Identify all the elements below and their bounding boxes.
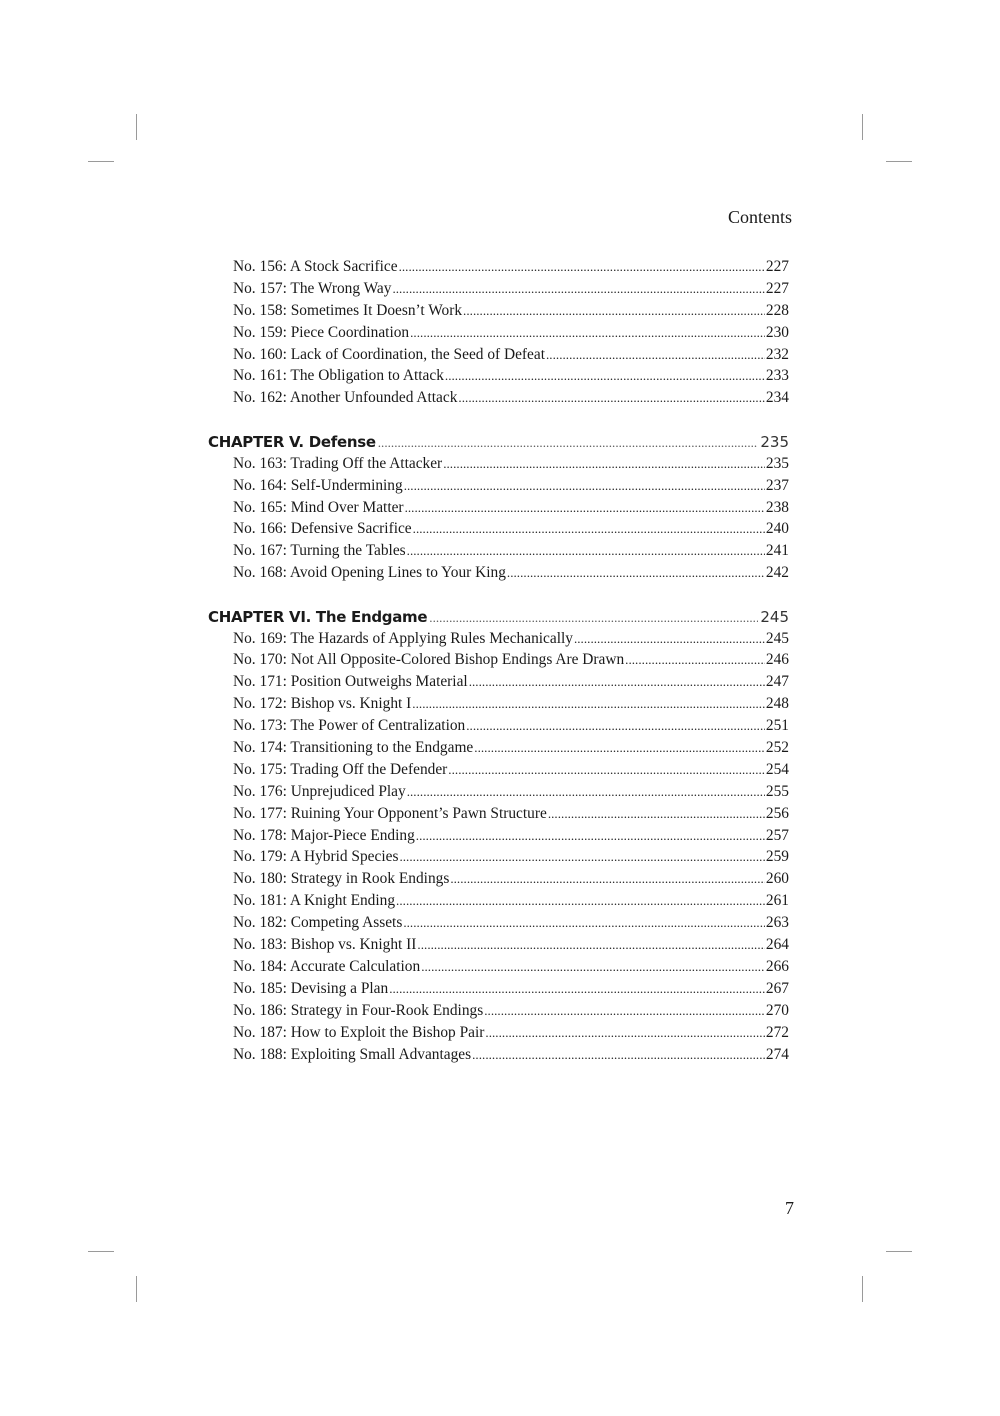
toc-entry-page-number: 252 [765, 739, 789, 757]
crop-mark-bottom-left-horizontal [88, 1251, 114, 1252]
dot-leader [443, 453, 765, 475]
toc-entry[interactable] [208, 671, 789, 693]
toc-entry[interactable] [208, 300, 789, 322]
crop-mark-bottom-right-vertical [862, 1276, 863, 1302]
toc-entry-page-number: 263 [765, 914, 789, 932]
toc-entry-title: No. 162: Another Unfounded Attack [233, 389, 458, 407]
toc-entry-page-number: 259 [765, 848, 789, 866]
toc-entry[interactable] [208, 540, 789, 562]
toc-entry-page-number: 274 [765, 1045, 789, 1063]
toc-entry-title: No. 186: Strategy in Four-Rook Endings [233, 1001, 484, 1019]
toc-entry[interactable] [208, 344, 789, 366]
toc-entry-page-number: 260 [765, 870, 789, 888]
toc-entry-title: No. 161: The Obligation to Attack [233, 367, 444, 385]
toc-entry-page-number: 237 [765, 476, 789, 494]
dot-leader [399, 256, 765, 278]
toc-entry[interactable] [208, 825, 789, 847]
toc-entry[interactable] [208, 1022, 789, 1044]
chapter-page-number: 245 [760, 607, 789, 626]
chapter-page-number: 235 [760, 432, 789, 451]
dot-leader [485, 1022, 765, 1044]
toc-entry-title: No. 176: Unprejudiced Play [233, 782, 406, 800]
toc-entry-title: No. 164: Self-Undermining [233, 476, 403, 494]
toc-entry-title: No. 187: How to Exploit the Bishop Pair [233, 1023, 485, 1041]
toc-entry[interactable] [208, 475, 789, 497]
chapter-title: CHAPTER VI. The Endgame [208, 607, 428, 626]
toc-entry-title: No. 165: Mind Over Matter [233, 498, 404, 516]
toc-entry-title: No. 178: Major-Piece Ending [233, 826, 415, 844]
toc-entry[interactable] [208, 912, 789, 934]
toc-entry-title: No. 167: Turning the Tables [233, 542, 406, 560]
toc-entry-page-number: 247 [765, 673, 789, 691]
toc-entry-title: No. 170: Not All Opposite-Colored Bishop Endings Are Drawn [233, 651, 625, 669]
toc-entry-page-number: 228 [765, 301, 789, 319]
toc-entry-title: No. 156: A Stock Sacrifice [233, 258, 398, 275]
toc-entry-title: No. 173: The Power of Centralization [233, 717, 466, 735]
chapter-heading[interactable] [208, 606, 789, 628]
toc-entry-title: No. 172: Bishop vs. Knight I [233, 695, 412, 713]
toc-entry-title: No. 171: Position Outweighs Material [233, 673, 468, 691]
dot-leader [416, 825, 765, 847]
dot-leader [412, 693, 765, 715]
toc-entry-title: No. 183: Bishop vs. Knight II [233, 936, 417, 954]
dot-leader [396, 890, 765, 912]
toc-entry-page-number: 255 [765, 782, 789, 800]
toc-entry[interactable] [208, 956, 789, 978]
dot-leader [474, 737, 765, 759]
crop-mark-top-right-vertical [862, 114, 863, 140]
dot-leader [407, 540, 765, 562]
crop-mark-top-left-vertical [136, 114, 137, 140]
toc-entry-title: No. 159: Piece Coordination [233, 323, 410, 341]
toc-entry-page-number: 227 [765, 279, 789, 297]
toc-entry-title: No. 177: Ruining Your Opponent’s Pawn Structure [233, 804, 547, 822]
crop-mark-bottom-left-vertical [136, 1276, 137, 1302]
toc-entry[interactable] [208, 978, 789, 1000]
dot-leader [548, 803, 765, 825]
toc-entry[interactable] [208, 890, 789, 912]
toc-entry-title: No. 179: A Hybrid Species [233, 848, 399, 866]
toc-entry-title: No. 163: Trading Off the Attacker [233, 454, 443, 472]
dot-leader [405, 497, 765, 519]
toc-entry[interactable] [208, 518, 789, 540]
toc-entry[interactable] [208, 628, 789, 650]
crop-mark-top-right-horizontal [886, 161, 912, 162]
toc-entry[interactable] [208, 387, 789, 409]
toc-entry[interactable] [208, 256, 789, 278]
dot-leader [625, 649, 765, 671]
toc-entry-page-number: 238 [765, 498, 789, 516]
toc-entry-title: No. 185: Devising a Plan [233, 979, 389, 997]
toc-entry-title: No. 188: Exploiting Small Advantages [233, 1045, 472, 1063]
toc-entry-page-number: 240 [765, 520, 789, 538]
toc-entry-title: No. 157: The Wrong Way [233, 279, 392, 297]
toc-entry[interactable] [208, 453, 789, 475]
dot-leader [458, 387, 764, 409]
dot-leader [466, 715, 765, 737]
toc-entry-page-number: 235 [765, 454, 789, 472]
toc-entry[interactable] [208, 781, 789, 803]
toc-entry-page-number: 264 [765, 936, 789, 954]
toc-entry[interactable] [208, 803, 789, 825]
toc-entry[interactable] [208, 649, 789, 671]
dot-leader [407, 781, 765, 803]
toc-entry[interactable] [208, 278, 789, 300]
dot-leader [450, 868, 765, 890]
toc-entry-title: No. 182: Competing Assets [233, 914, 403, 932]
toc-entry-page-number: 234 [765, 389, 789, 407]
dot-leader [448, 759, 765, 781]
toc-entry-title: No. 175: Trading Off the Defender [233, 760, 448, 778]
toc-entry-title: No. 166: Defensive Sacrifice [233, 520, 412, 538]
toc-entry-page-number: 241 [765, 542, 789, 560]
dot-leader [472, 1044, 765, 1066]
toc-entry-page-number: 232 [765, 345, 789, 363]
toc-entry-title: No. 184: Accurate Calculation [233, 957, 421, 975]
toc-entry[interactable] [208, 737, 789, 759]
toc-entry-page-number: 245 [765, 629, 789, 647]
toc-entry[interactable] [208, 934, 789, 956]
table-of-contents [208, 256, 789, 1065]
dot-leader [404, 475, 765, 497]
toc-entry[interactable] [208, 1044, 789, 1066]
toc-entry-page-number: 257 [765, 826, 789, 844]
toc-entry-page-number: 266 [765, 957, 789, 975]
toc-entry-title: No. 158: Sometimes It Doesn’t Work [233, 301, 463, 319]
toc-entry-page-number: 227 [765, 258, 789, 275]
dot-leader [389, 978, 765, 1000]
crop-mark-top-left-horizontal [88, 161, 114, 162]
toc-entry[interactable] [208, 693, 789, 715]
toc-entry-page-number: 233 [765, 367, 789, 385]
chapter-title: CHAPTER V. Defense [208, 432, 376, 451]
dot-leader [399, 846, 764, 868]
dot-leader [507, 562, 765, 584]
toc-entry[interactable] [208, 715, 789, 737]
dot-leader [378, 432, 759, 454]
dot-leader [410, 322, 765, 344]
dot-leader [417, 934, 764, 956]
toc-entry-page-number: 246 [765, 651, 789, 669]
toc-entry-page-number: 261 [765, 892, 789, 910]
toc-entry-title: No. 160: Lack of Coordination, the Seed of Defeat [233, 345, 545, 363]
toc-entry-title: No. 180: Strategy in Rook Endings [233, 870, 450, 888]
dot-leader [421, 956, 765, 978]
toc-entry-page-number: 270 [765, 1001, 789, 1019]
toc-entry-page-number: 230 [765, 323, 789, 341]
toc-entry-page-number: 256 [765, 804, 789, 822]
toc-entry[interactable] [208, 322, 789, 344]
dot-leader [445, 365, 765, 387]
toc-entry[interactable] [208, 868, 789, 890]
page-number: 7 [785, 1198, 794, 1218]
toc-entry[interactable] [208, 1000, 789, 1022]
running-head: Contents [727, 207, 792, 227]
toc-entry-page-number: 248 [765, 695, 789, 713]
toc-entry-page-number: 242 [765, 564, 789, 582]
crop-mark-bottom-right-horizontal [886, 1251, 912, 1252]
chapter-heading[interactable] [208, 431, 789, 453]
dot-leader [546, 344, 765, 366]
dot-leader [392, 278, 764, 300]
dot-leader [463, 300, 765, 322]
dot-leader [413, 518, 765, 540]
toc-entry-title: No. 181: A Knight Ending [233, 892, 396, 910]
toc-entry-page-number: 267 [765, 979, 789, 997]
dot-leader [403, 912, 765, 934]
toc-entry[interactable] [208, 497, 789, 519]
dot-leader [574, 628, 765, 650]
dot-leader [484, 1000, 765, 1022]
toc-entry-page-number: 272 [765, 1023, 789, 1041]
toc-entry[interactable] [208, 562, 789, 584]
dot-leader [429, 607, 758, 629]
toc-entry[interactable] [208, 759, 789, 781]
toc-entry-page-number: 254 [765, 760, 789, 778]
toc-entry-page-number: 251 [765, 717, 789, 735]
dot-leader [469, 671, 765, 693]
toc-entry-title: No. 174: Transitioning to the Endgame [233, 739, 474, 757]
toc-entry-title: No. 168: Avoid Opening Lines to Your King [233, 564, 506, 582]
toc-entry-title: No. 169: The Hazards of Applying Rules Mechanically [233, 629, 573, 647]
toc-entry[interactable] [208, 846, 789, 868]
toc-entry[interactable] [208, 365, 789, 387]
